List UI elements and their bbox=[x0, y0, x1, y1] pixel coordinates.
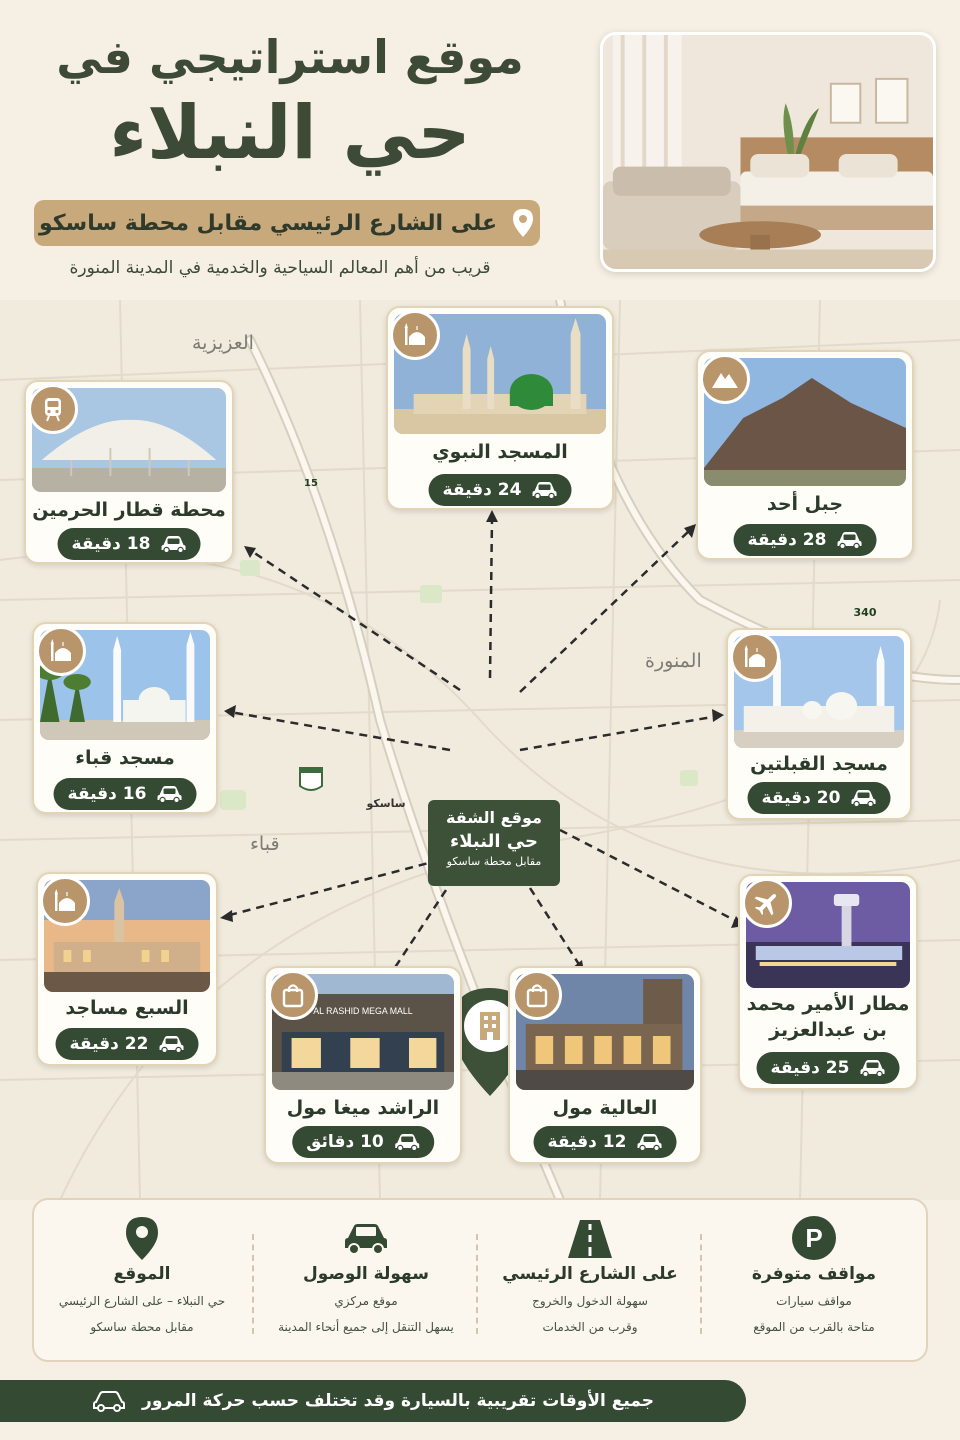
feature-desc2: مقابل محطة ساسكو bbox=[90, 1320, 194, 1334]
feature-title: على الشارع الرئيسي bbox=[502, 1264, 678, 1284]
travel-time: 16 دقيقة bbox=[67, 784, 147, 804]
travel-time-pill bbox=[292, 1126, 434, 1158]
place-card-mount-uhud bbox=[696, 350, 914, 560]
place-name: مطار الأمير محمد بن عبدالعزيز bbox=[746, 993, 910, 1041]
area-label-munawwarah: المنورة bbox=[645, 650, 702, 672]
road-icon bbox=[566, 1214, 614, 1262]
place-card-prophets-mosque bbox=[386, 306, 614, 510]
travel-time: 25 دقيقة bbox=[770, 1058, 850, 1078]
road-shield-340-label: 340 bbox=[853, 606, 877, 619]
location-pin-icon bbox=[118, 1214, 166, 1262]
feature-desc1: حي النبلاء – على الشارع الرئيسي bbox=[58, 1294, 226, 1308]
feature-parking bbox=[702, 1200, 926, 1364]
feature-location bbox=[30, 1200, 254, 1364]
footer-text: جميع الأوقات تقريبية بالسيارة وقد تختلف حسب حركة المرور bbox=[142, 1391, 654, 1411]
svg-text:P: P bbox=[805, 1223, 823, 1253]
apartment-photo bbox=[600, 32, 936, 272]
place-name: جبل أحد bbox=[766, 493, 844, 515]
car-icon bbox=[850, 789, 876, 807]
place-card-qiblatain-mosque bbox=[726, 628, 912, 820]
place-card-airport bbox=[738, 874, 918, 1090]
place-name: مسجد القبلتين bbox=[750, 753, 888, 775]
tagline: قريب من أهم المعالم السياحية والخدمية في المدينة المنورة bbox=[69, 258, 491, 278]
travel-time-pill bbox=[734, 524, 877, 556]
shopping-bag-icon bbox=[268, 970, 318, 1020]
travel-time-pill bbox=[56, 1028, 199, 1060]
travel-time-pill bbox=[54, 778, 197, 810]
place-name: الراشد ميغا مول bbox=[286, 1097, 440, 1119]
feature-title: الموقع bbox=[113, 1264, 171, 1284]
feature-desc1: مواقف سيارات bbox=[776, 1294, 852, 1308]
apartment-location-box bbox=[428, 800, 560, 886]
center-line2: حي النبلاء bbox=[450, 831, 538, 852]
car-icon bbox=[394, 1133, 420, 1151]
center-line3: مقابل محطة ساسكو bbox=[446, 855, 542, 868]
area-label-aziziyah: العزيزية bbox=[192, 332, 254, 354]
center-line1: موقع الشقة bbox=[446, 808, 542, 827]
car-icon bbox=[836, 531, 862, 549]
place-card-haramain-station bbox=[24, 380, 234, 564]
travel-time-pill bbox=[748, 782, 891, 814]
feature-desc1: سهولة الدخول والخروج bbox=[532, 1294, 648, 1308]
car-icon bbox=[531, 481, 557, 499]
sasco-label: ساسكو bbox=[366, 797, 406, 810]
location-text: على الشارع الرئيسي مقابل محطة ساسكو bbox=[38, 210, 498, 236]
travel-time-pill bbox=[534, 1126, 677, 1158]
travel-time: 12 دقيقة bbox=[547, 1132, 627, 1152]
car-icon bbox=[342, 1214, 390, 1262]
title-line2: حي النبلاء bbox=[109, 90, 471, 176]
footer-note bbox=[0, 1380, 746, 1422]
mosque-icon bbox=[40, 876, 90, 926]
place-card-aliah-mall bbox=[508, 966, 702, 1164]
mosque-icon bbox=[730, 632, 780, 682]
place-name: مسجد قباء bbox=[75, 747, 175, 769]
car-icon bbox=[158, 1035, 184, 1053]
road-shield-15 bbox=[300, 768, 322, 790]
travel-time-pill bbox=[58, 528, 201, 560]
car-icon bbox=[859, 1059, 885, 1077]
location-pill bbox=[34, 200, 540, 246]
area-label-quba: قباء bbox=[250, 833, 280, 855]
place-name: المسجد النبوي bbox=[432, 441, 568, 463]
travel-time: 20 دقيقة bbox=[761, 788, 841, 808]
road-shield-15-label: 15 bbox=[304, 478, 318, 489]
travel-time-pill bbox=[429, 474, 572, 506]
travel-time-pill bbox=[757, 1052, 900, 1084]
place-name: السبع مساجد bbox=[65, 997, 189, 1019]
travel-time: 28 دقيقة bbox=[747, 530, 827, 550]
feature-title: مواقف متوفرة bbox=[751, 1264, 877, 1284]
title-line1: موقع استراتيجي في bbox=[56, 30, 524, 84]
mosque-icon bbox=[390, 310, 440, 360]
place-name: محطة قطار الحرمين bbox=[32, 499, 226, 521]
location-pin-icon bbox=[511, 208, 535, 238]
car-icon bbox=[636, 1133, 662, 1151]
travel-time: 22 دقيقة bbox=[69, 1034, 149, 1054]
feature-desc2: متاحة بالقرب من الموقع bbox=[753, 1320, 875, 1334]
travel-time: 24 دقيقة bbox=[442, 480, 522, 500]
car-icon bbox=[156, 785, 182, 803]
feature-easy-access bbox=[254, 1200, 478, 1364]
feature-desc2: وقرب من الخدمات bbox=[542, 1320, 638, 1334]
car-icon bbox=[92, 1390, 126, 1412]
travel-time: 10 دقائق bbox=[306, 1132, 384, 1152]
feature-desc1: موقع مركزي bbox=[334, 1294, 398, 1308]
place-card-quba-mosque bbox=[32, 622, 218, 814]
travel-time: 18 دقيقة bbox=[71, 534, 151, 554]
car-icon bbox=[160, 535, 186, 553]
feature-main-street bbox=[478, 1200, 702, 1364]
place-card-rashid-mall bbox=[264, 966, 462, 1164]
airplane-icon bbox=[742, 878, 792, 928]
features-panel bbox=[32, 1198, 928, 1362]
feature-title: سهولة الوصول bbox=[303, 1264, 429, 1284]
mountain-icon bbox=[700, 354, 750, 404]
train-icon bbox=[28, 384, 78, 434]
place-name: العالية مول bbox=[552, 1097, 658, 1119]
mall-sign: AL RASHID MEGA MALL bbox=[313, 1005, 413, 1017]
shopping-bag-icon bbox=[512, 970, 562, 1020]
place-card-seven-mosques bbox=[36, 872, 218, 1066]
parking-icon bbox=[790, 1214, 838, 1262]
feature-desc2: يسهل التنقل إلى جميع أنحاء المدينة bbox=[278, 1320, 454, 1334]
mosque-icon bbox=[36, 626, 86, 676]
